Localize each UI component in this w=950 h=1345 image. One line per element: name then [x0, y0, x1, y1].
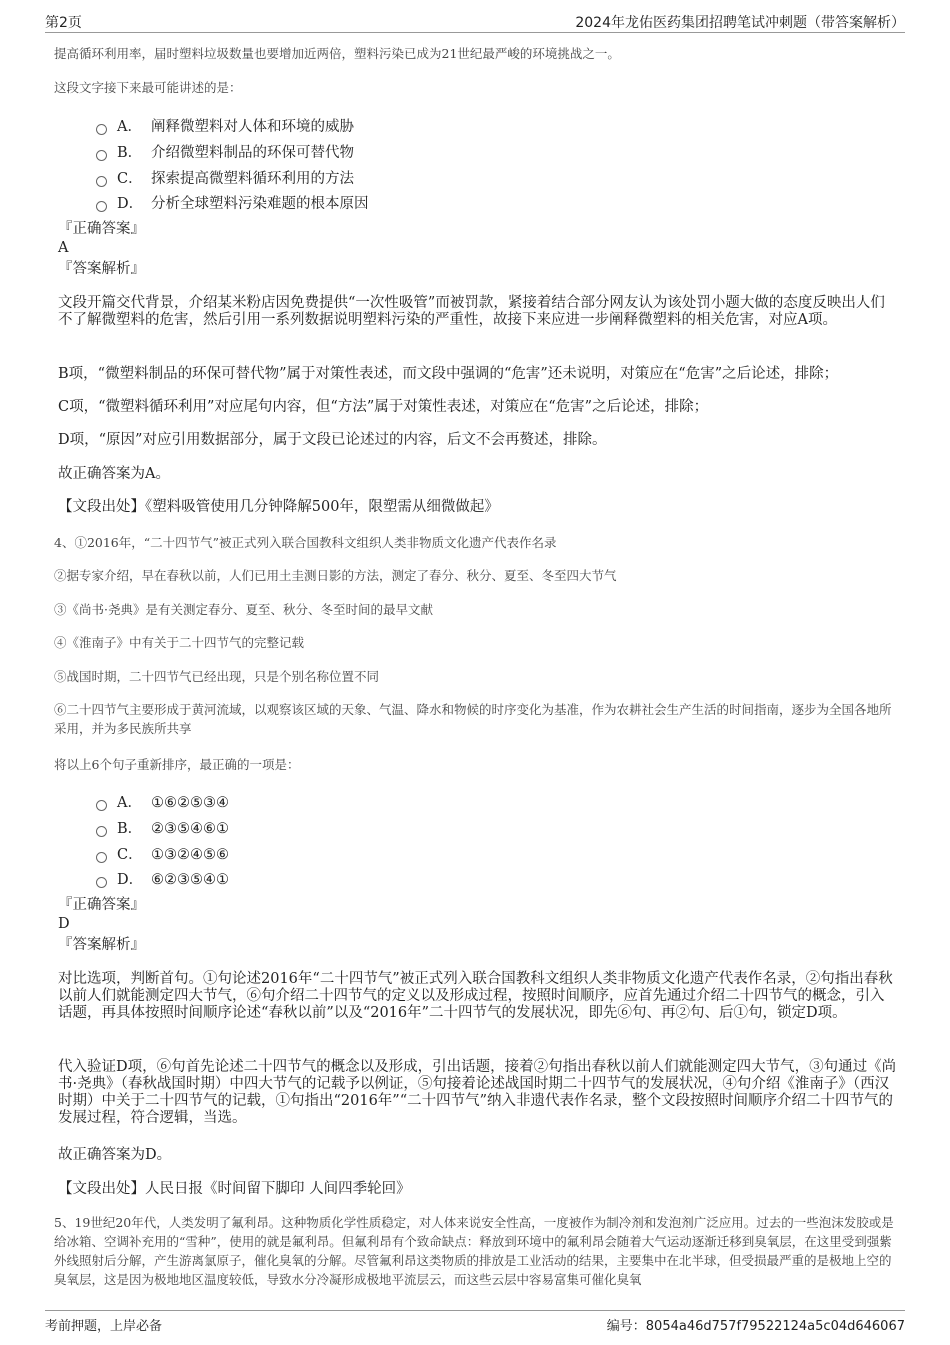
radio-icon[interactable] — [96, 800, 107, 811]
q4-option-c[interactable]: C． ①③②④⑤⑥ — [96, 843, 229, 864]
q3-source: 【文段出处】《塑料吸管使用几分钟降解500年，限塑需从细微做起》 — [58, 499, 499, 515]
document-title: 2024年龙佑医药集团招聘笔试冲刺题（带答案解析） — [575, 15, 905, 31]
q3-analysis-para-1: 文段开篇交代背景，介绍某米粉店因免费提供“一次性吸管”而被罚款，紧接着结合部分网友认为该处罚小题大做的态度反映出人们不了解微塑料的危害，然后引用一系列数据说明塑料污染的严重性，故接下来应进一步阐释微塑料的相关危害，对应A项。 — [58, 295, 885, 328]
radio-icon[interactable] — [96, 852, 107, 863]
radio-icon[interactable] — [96, 201, 107, 212]
q3-analysis-para-2: B项，“微塑料制品的环保可替代物”属于对策性表述，而文段中强调的“危害”还未说明，对策应在“危害”之后论述，排除； — [58, 366, 839, 382]
q5-text: 5、19世纪20年代，人类发明了氟利昂。这种物质化学性质稳定，对人体来说安全性高，一度被作为制冷剂和发泡剂广泛应用。过去的一些泡沫发胶或是给冰箱、空调补充用的“雪种”，使用的就是氟利昂。但氟利昂有个致命缺点：释放到环境中的氟利昂会随着大气运动逐渐迁移到臭氧层，在这里受到强紫外线照射后分解，产生游离氯原子，催化臭氧的分解。尽管氟利昂这类物质的排放是工业活动的结果，主要集中在北半球，但受损最严重的是极地上空的臭氧层，这是因为极地地区温度较低，导致水分冷凝形成极地平流层云，而这些云层中容易富集可催化臭氧 — [54, 1215, 894, 1287]
q4-analysis-para-3: 故正确答案为D。 — [58, 1147, 172, 1163]
document-code-value: 8054a46d757f79522124a5c04d646067 — [645, 1319, 905, 1334]
document-code — [607, 1315, 905, 1334]
q4-line-4: ④《淮南子》中有关于二十四节气的完整记载 — [54, 635, 305, 650]
radio-icon[interactable] — [96, 124, 107, 135]
q3-answer: A — [58, 240, 69, 256]
q4-source: 【文段出处】人民日报《时间留下脚印 人间四季轮回》 — [58, 1181, 411, 1197]
radio-icon[interactable] — [96, 877, 107, 888]
q3-analysis-para-4: D项，“原因”对应引用数据部分，属于文段已论述过的内容，后文不会再赘述，排除。 — [58, 432, 607, 448]
q4-line-2: ②据专家介绍，早在春秋以前，人们已用土圭测日影的方法，测定了春分、秋分、夏至、冬至四大节气 — [54, 568, 617, 583]
q3-option-b[interactable]: B． 介绍微塑料制品的环保可替代物 — [96, 141, 354, 162]
q4-line-1: 4、①2016年，“二十四节气”被正式列入联合国教科文组织人类非物质文化遗产代表作名录 — [54, 535, 557, 550]
q4-line-3: ③《尚书·尧典》是有关测定春分、夏至、秋分、冬至时间的最早文献 — [54, 602, 433, 617]
radio-icon[interactable] — [96, 176, 107, 187]
q3-analysis-label: 『答案解析』 — [58, 261, 145, 277]
q4-option-a[interactable]: A． ①⑥②⑤③④ — [96, 791, 229, 812]
q4-line-5: ⑤战国时期，二十四节气已经出现，只是个别名称位置不同 — [54, 669, 380, 684]
q3-option-a[interactable]: A． 阐释微塑料对人体和环境的威胁 — [96, 115, 354, 136]
q4-line-6: ⑥二十四节气主要形成于黄河流域，以观察该区域的天象、气温、降水和物候的时序变化为基准，作为农耕社会生产生活的时间指南，逐步为全国各地所采用，并为多民族所共享 — [54, 702, 892, 736]
q4-answer-label: 『正确答案』 — [58, 897, 145, 913]
page-footer — [45, 1310, 905, 1341]
document-code-label: 编号： — [606, 1319, 646, 1334]
q4-option-b[interactable]: B． ②③⑤④⑥① — [96, 817, 229, 838]
q3-text-tail: 提高循环利用率，届时塑料垃圾数量也要增加近两倍，塑料污染已成为21世纪最严峻的环境挑战之一。 — [54, 46, 620, 61]
radio-icon[interactable] — [96, 150, 107, 161]
footer-slogan: 考前押题，上岸必备 — [45, 1319, 163, 1334]
page-number: 第2页 — [45, 15, 82, 31]
q3-question: 这段文字接下来最可能讲述的是： — [54, 80, 242, 95]
q4-option-d[interactable]: D． ⑥②③⑤④① — [96, 868, 229, 889]
q3-option-c[interactable]: C． 探索提高微塑料循环利用的方法 — [96, 167, 354, 188]
q4-question: 将以上6个句子重新排序，最正确的一项是： — [54, 757, 300, 772]
q3-analysis-para-3: C项，“微塑料循环利用”对应尾句内容，但“方法”属于对策性表述，对策应在“危害”之后论述，排除； — [58, 399, 709, 415]
q4-analysis-label: 『答案解析』 — [58, 937, 145, 953]
page-header — [45, 10, 905, 33]
q3-answer-label: 『正确答案』 — [58, 221, 145, 237]
q4-answer: D — [58, 916, 70, 932]
radio-icon[interactable] — [96, 826, 107, 837]
q3-analysis-para-5: 故正确答案为A。 — [58, 466, 170, 482]
q4-analysis-para-2: 代入验证D项，⑥句首先论述二十四节气的概念以及形成，引出话题，接着②句指出春秋以前人们就能测定四大节气，③句通过《尚书·尧典》（春秋战国时期）中四大节气的记载予以例证，⑤句接着论述战国时期二十四节气的发展状况，④句介绍《淮南子》（西汉时期）中关于二十四节气的记载，①句指出“2016年”“二十四节气”纳入非遗代表作名录，整个文段按照时间顺序介绍二十四节气的发展过程，符合逻辑，当选。 — [58, 1059, 897, 1126]
q4-analysis-para-1: 对比选项，判断首句。①句论述2016年“二十四节气”被正式列入联合国教科文组织人类非物质文化遗产代表作名录，②句指出春秋以前人们就能测定四大节气，⑥句介绍二十四节气的定义以及形成过程，按照时间顺序，应首先通过介绍二十四节气的概念，引入话题，再具体按照时间顺序论述“春秋以前”以及“2016年”二十四节气的发展状况，即先⑥句、再②句、后①句，锁定D项。 — [58, 971, 893, 1021]
q3-option-d[interactable]: D． 分析全球塑料污染难题的根本原因 — [96, 192, 369, 213]
